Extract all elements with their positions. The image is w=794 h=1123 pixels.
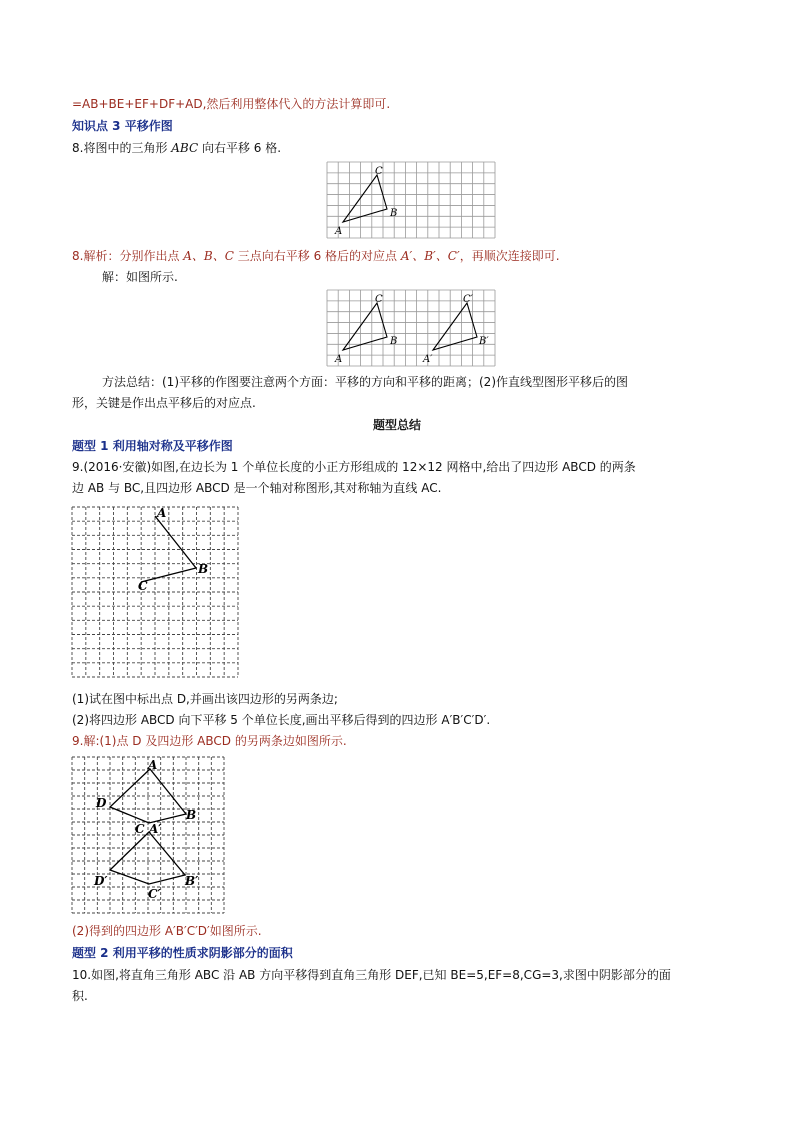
label-b-prime: B′: [185, 874, 199, 888]
solution-8: [72, 247, 560, 265]
question-9-part1: (1)试在图中标出点 D,并画出该四边形的另两条边;: [72, 692, 338, 706]
question-8: [72, 139, 281, 157]
label-c-prime: C′: [463, 294, 473, 305]
prev-solution-line: =AB+BE+EF+DF+AD,然后利用整体代入的方法计算即可.: [72, 97, 391, 111]
question-9-line2: 边 AB 与 BC,且四边形 ABCD 是一个轴对称图形,其对称轴为直线 AC.: [72, 481, 442, 495]
method-text-1: 方法总结：(1)平移的作图要注意两个方面：平移的方向和平移的距离；(2)作直线型图形平移后的图: [102, 375, 628, 389]
a8-points: A、B、C: [183, 249, 234, 263]
type2-heading: 题型 2 利用平移的性质求阴影部分的面积: [72, 946, 293, 960]
a8-text: 8.解析：分别作出点: [72, 249, 184, 263]
method-summary-line2: [72, 394, 256, 412]
label-b: B: [390, 336, 398, 347]
label-b: B: [198, 562, 209, 576]
label-a-prime: A′: [149, 822, 162, 836]
a8-text-end: ，再顺次连接即可.: [459, 249, 560, 263]
q8-text-end: 向右平移 6 格.: [198, 141, 282, 155]
section-heading-kp3: 知识点 3 平移作图: [72, 119, 173, 133]
type1-heading: 题型 1 利用轴对称及平移作图: [72, 439, 233, 453]
label-c: C: [138, 579, 148, 593]
method-summary-line1: [102, 373, 628, 391]
question-9-line1: 9.(2016·安徽)如图,在边长为 1 个单位长度的小正方形组成的 12×12 网格中,给出了四边形 ABCD 的两条: [72, 460, 636, 474]
summary-heading: 题型总结: [372, 418, 421, 432]
question-9-part2: (2)将四边形 ABCD 向下平移 5 个单位长度,画出平移后得到的四边形 A′B′C′D′.: [72, 713, 491, 727]
label-c: C: [135, 822, 145, 836]
label-b: B: [186, 808, 197, 822]
a8-points-prime: A′、B′、C′: [400, 249, 460, 263]
solution-9-part2: (2)得到的四边形 A′B′C′D′如图所示.: [72, 924, 262, 938]
label-a: A: [335, 354, 343, 365]
label-b-prime: B′: [479, 336, 489, 347]
solution-8-answer: 解：如图所示.: [102, 270, 178, 284]
figure-a9-grid: [72, 757, 224, 913]
q8-triangle-name: ABC: [171, 141, 199, 155]
method-text-2: 形，关键是作出点平移后的对应点.: [72, 396, 256, 410]
question-10-line1: 10.如图,将直角三角形 ABC 沿 AB 方向平移得到直角三角形 DEF,已知 BE=5,EF=8,CG=3,求图中阴影部分的面: [72, 968, 671, 982]
question-10-line2: 积.: [72, 989, 88, 1003]
label-b: B: [390, 208, 398, 219]
label-a-prime: A′: [423, 354, 433, 365]
figure-q8-grid: [327, 162, 495, 238]
q8-text: 8.将图中的三角形: [72, 141, 172, 155]
solution-9-part1: 9.解:(1)点 D 及四边形 ABCD 的另两条边如图所示.: [72, 734, 347, 748]
a8-text-mid: 三点向右平移 6 格后的对应点: [233, 249, 401, 263]
triangle-abc-translated: [433, 303, 477, 350]
label-a: A: [335, 226, 343, 237]
figure-q9-grid: [72, 507, 238, 677]
label-a: A: [148, 758, 158, 772]
label-a: A: [157, 506, 167, 520]
label-c: C: [375, 166, 383, 177]
label-c-prime: C′: [148, 887, 161, 901]
figure-a8-grid: [327, 290, 495, 366]
label-d: D: [96, 796, 107, 810]
label-c: C: [375, 294, 383, 305]
label-d-prime: D′: [94, 874, 108, 888]
